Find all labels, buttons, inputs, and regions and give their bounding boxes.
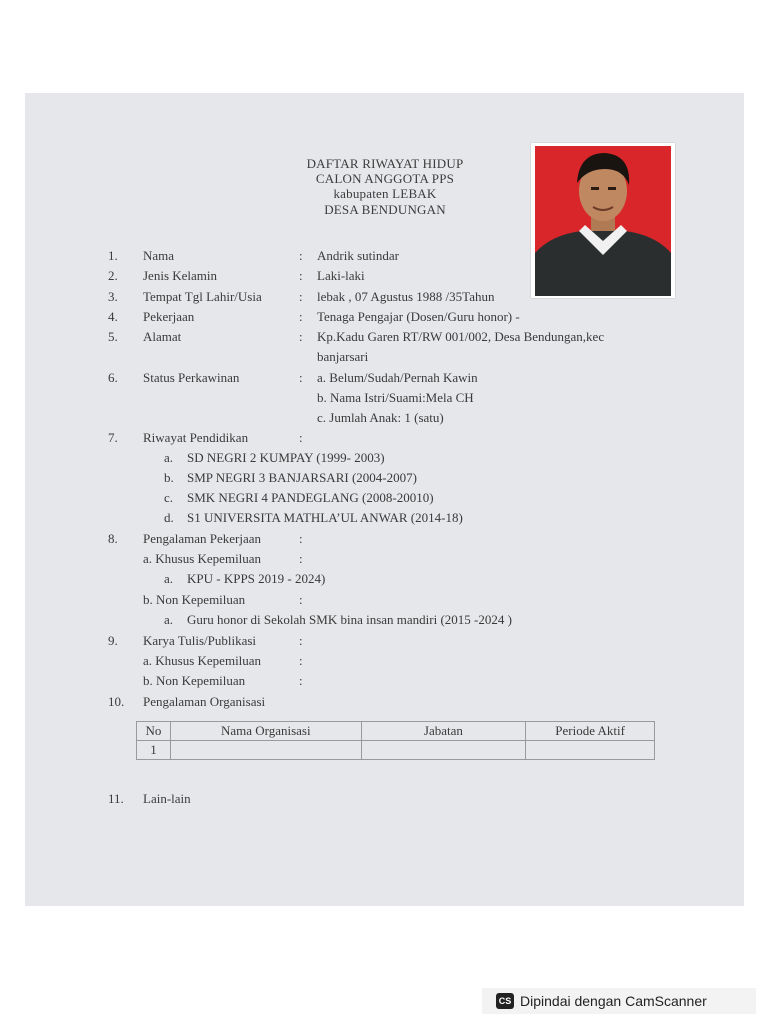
table-header-row bbox=[137, 722, 655, 741]
item-number: 6. bbox=[108, 370, 118, 385]
list-letter: a. bbox=[164, 450, 174, 465]
field-label: Status Perkawinan bbox=[143, 370, 240, 385]
sub-heading-text: b. Non Kepemiluan bbox=[143, 673, 246, 688]
doc-subtitle: CALON ANGGOTA PPS bbox=[315, 171, 455, 186]
field-label: Pekerjaan bbox=[143, 309, 195, 324]
colon: : bbox=[299, 370, 303, 385]
list-letter: a. bbox=[164, 571, 174, 586]
camscanner-logo-icon: CS bbox=[496, 993, 514, 1009]
field-value: Tenaga Pengajar (Dosen/Guru honor) - bbox=[317, 309, 520, 324]
colon: : bbox=[299, 531, 303, 546]
portrait-photo bbox=[531, 143, 675, 298]
field-value: b. Nama Istri/Suami:Mela CH bbox=[317, 390, 474, 405]
field-label: Nama bbox=[143, 248, 175, 263]
column-header: No bbox=[137, 722, 171, 741]
list-letter: a. bbox=[164, 612, 174, 627]
table-cell bbox=[170, 741, 361, 760]
list-letter: c. bbox=[164, 490, 174, 505]
list-text: SMK NEGRI 4 PANDEGLANG (2008-20010) bbox=[187, 490, 434, 505]
field-label: Lain-lain bbox=[143, 791, 191, 806]
column-header: Nama Organisasi bbox=[170, 722, 361, 741]
doc-village: DESA BENDUNGAN bbox=[324, 202, 446, 217]
list-text: Guru honor di Sekolah SMK bina insan mandiri (2015 -2024 ) bbox=[187, 612, 512, 627]
colon: : bbox=[299, 309, 303, 324]
list-text: SMP NEGRI 3 BANJARSARI (2004-2007) bbox=[187, 470, 417, 485]
doc-region: kabupaten LEBAK bbox=[333, 186, 437, 201]
field-label: Tempat Tgl Lahir/Usia bbox=[143, 289, 262, 304]
field-label: Karya Tulis/Publikasi bbox=[143, 633, 257, 648]
sub-heading-text: a. Khusus Kepemiluan bbox=[143, 653, 262, 668]
field-value: Kp.Kadu Garen RT/RW 001/002, Desa Bendungan,kec bbox=[317, 329, 605, 344]
list-text: KPU - KPPS 2019 - 2024) bbox=[187, 571, 326, 586]
item-number: 3. bbox=[108, 289, 118, 304]
item-number: 10. bbox=[108, 694, 125, 709]
item-number: 1. bbox=[108, 248, 118, 263]
colon: : bbox=[299, 673, 303, 688]
colon: : bbox=[299, 268, 303, 283]
field-value: Andrik sutindar bbox=[317, 248, 399, 263]
colon: : bbox=[299, 592, 303, 607]
colon: : bbox=[299, 248, 303, 263]
field-value: c. Jumlah Anak: 1 (satu) bbox=[317, 410, 444, 425]
doc-title: DAFTAR RIWAYAT HIDUP bbox=[306, 156, 464, 171]
camscanner-watermark bbox=[482, 988, 756, 1014]
field-value: banjarsari bbox=[317, 349, 369, 364]
field-label: Alamat bbox=[143, 329, 182, 344]
column-header: Jabatan bbox=[361, 722, 526, 741]
colon: : bbox=[299, 551, 303, 566]
list-text: SD NEGRI 2 KUMPAY (1999- 2003) bbox=[187, 450, 385, 465]
watermark-text: Dipindai dengan CamScanner bbox=[520, 993, 707, 1009]
colon: : bbox=[299, 633, 303, 648]
colon: : bbox=[299, 430, 303, 445]
field-label: Riwayat Pendidikan bbox=[143, 430, 249, 445]
field-label: Pengalaman Pekerjaan bbox=[143, 531, 262, 546]
column-header: Periode Aktif bbox=[526, 722, 655, 741]
table-cell: 1 bbox=[137, 741, 171, 760]
item-number: 8. bbox=[108, 531, 118, 546]
list-letter: b. bbox=[164, 470, 174, 485]
organization-table bbox=[136, 721, 655, 760]
item-number: 5. bbox=[108, 329, 118, 344]
item-number: 11. bbox=[108, 791, 124, 806]
field-value: Laki-laki bbox=[317, 268, 365, 283]
field-label: Pengalaman Organisasi bbox=[143, 694, 266, 709]
field-value: lebak , 07 Agustus 1988 /35Tahun bbox=[317, 289, 495, 304]
item-number: 9. bbox=[108, 633, 118, 648]
list-letter: d. bbox=[164, 510, 174, 525]
table-cell bbox=[361, 741, 526, 760]
item-number: 7. bbox=[108, 430, 118, 445]
colon: : bbox=[299, 653, 303, 668]
field-label: Jenis Kelamin bbox=[143, 268, 218, 283]
colon: : bbox=[299, 289, 303, 304]
table-cell bbox=[526, 741, 655, 760]
field-value: a. Belum/Sudah/Pernah Kawin bbox=[317, 370, 478, 385]
sub-heading-text: a. Khusus Kepemiluan bbox=[143, 551, 262, 566]
list-text: S1 UNIVERSITA MATHLA’UL ANWAR (2014-18) bbox=[187, 510, 463, 525]
sub-heading-text: b. Non Kepemiluan bbox=[143, 592, 246, 607]
table-row bbox=[137, 741, 655, 760]
item-number: 4. bbox=[108, 309, 118, 324]
colon: : bbox=[299, 329, 303, 344]
item-number: 2. bbox=[108, 268, 118, 283]
